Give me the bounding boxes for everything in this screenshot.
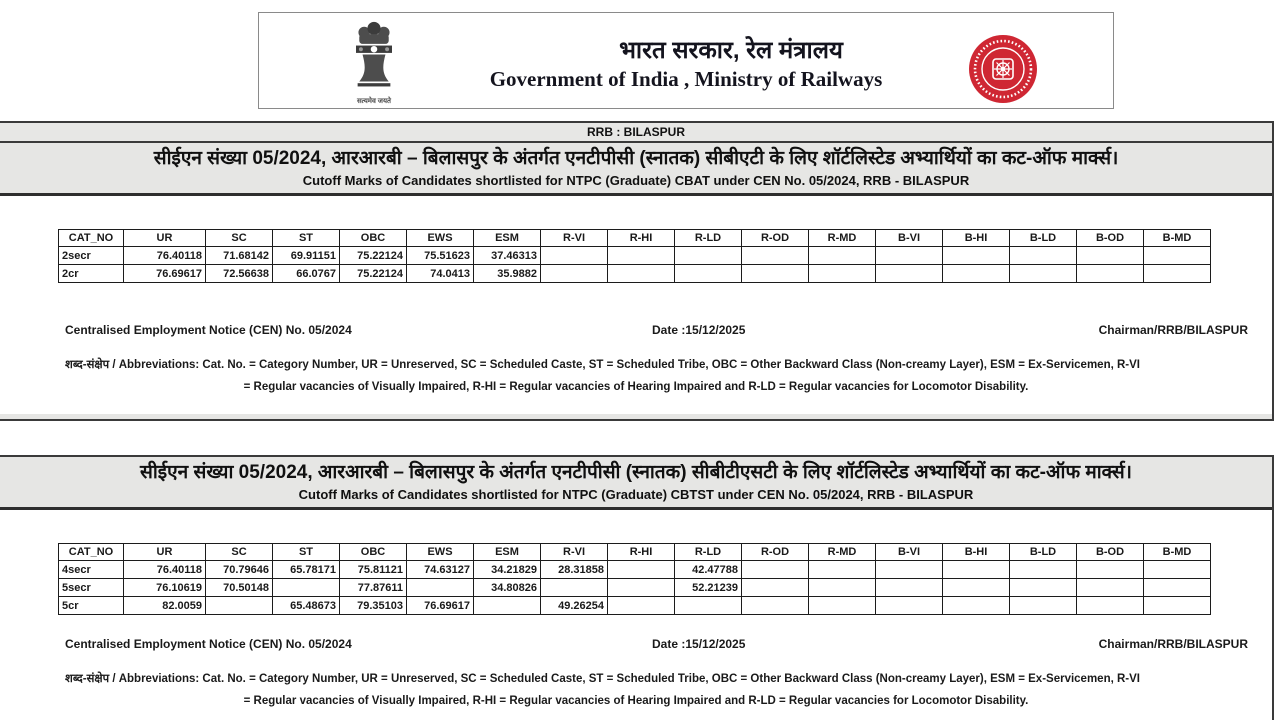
score-cell: 76.40118 xyxy=(124,247,206,265)
score-cell: 65.48673 xyxy=(273,597,340,615)
column-header-obc: OBC xyxy=(340,230,407,247)
column-header-ur: UR xyxy=(124,230,206,247)
score-cell: 70.79646 xyxy=(206,561,273,579)
score-cell: 70.50148 xyxy=(206,579,273,597)
score-cell xyxy=(1144,247,1211,265)
score-cell xyxy=(1077,561,1144,579)
score-cell xyxy=(1077,579,1144,597)
abbreviations-line2: = Regular vacancies of Visually Impaired, R-HI = Regular vacancies of Hearing Impaired and R-LD = Regular vacancies for Locomotor Disability. xyxy=(243,695,1029,707)
score-cell xyxy=(608,247,675,265)
score-cell: 75.81121 xyxy=(340,561,407,579)
column-header-r-vi: R-VI xyxy=(541,544,608,561)
category-cell: 5cr xyxy=(59,597,124,615)
column-header-esm: ESM xyxy=(474,230,541,247)
abbreviations-line2: = Regular vacancies of Visually Impaired, R-HI = Regular vacancies of Hearing Impaired and R-LD = Regular vacancies for Locomotor Disability. xyxy=(243,381,1029,393)
score-cell: 37.46313 xyxy=(474,247,541,265)
section-title-hindi: सीईएन संख्या 05/2024, आरआरबी – बिलासपुर के अंतर्गत एनटीपीसी (स्नातक) सीबीटीएसटी के लिए शॉर्टलिस्टेड अभ्यार्थियों का कट-ऑफ मार्क्स। xyxy=(140,462,1132,483)
column-header-b-md: B-MD xyxy=(1144,230,1211,247)
column-header-r-ld: R-LD xyxy=(675,230,742,247)
score-cell xyxy=(206,597,273,615)
score-cell xyxy=(809,265,876,283)
score-cell: 75.51623 xyxy=(407,247,474,265)
letterhead xyxy=(258,12,1114,109)
category-cell: 2secr xyxy=(59,247,124,265)
category-cell: 4secr xyxy=(59,561,124,579)
score-cell xyxy=(675,247,742,265)
signatory-label: Chairman/RRB/BILASPUR xyxy=(1098,323,1248,337)
cutoff-table-cbtst xyxy=(58,543,1211,615)
score-cell: 35.9882 xyxy=(474,265,541,283)
column-header-b-vi: B-VI xyxy=(876,230,943,247)
score-cell xyxy=(943,579,1010,597)
category-cell: 2cr xyxy=(59,265,124,283)
score-cell: 79.35103 xyxy=(340,597,407,615)
signatory-label: Chairman/RRB/BILASPUR xyxy=(1098,637,1248,651)
table-header-row xyxy=(59,230,1211,247)
score-cell xyxy=(1010,265,1077,283)
score-cell xyxy=(273,579,340,597)
score-cell: 76.40118 xyxy=(124,561,206,579)
score-cell xyxy=(809,247,876,265)
section-title-english: Cutoff Marks of Candidates shortlisted for NTPC (Graduate) CBAT under CEN No. 05/2024, RRB - BILASPUR xyxy=(302,173,970,188)
section-title-hindi: सीईएन संख्या 05/2024, आरआरबी – बिलासपुर के अंतर्गत एनटीपीसी (स्नातक) सीबीएटी के लिए शॉर्टलिस्टेड अभ्यार्थियों का कट-ऑफ मार्क्स। xyxy=(153,148,1119,169)
table-row xyxy=(59,265,1211,283)
indian-railways-logo-icon xyxy=(967,33,1039,105)
score-cell xyxy=(943,265,1010,283)
notice-footer xyxy=(65,637,1248,653)
score-cell xyxy=(608,579,675,597)
emblem-caption: सत्यमेव जयते xyxy=(356,98,392,105)
cutoff-table-cbat xyxy=(58,229,1211,283)
score-cell: 76.10619 xyxy=(124,579,206,597)
score-cell xyxy=(809,579,876,597)
score-cell xyxy=(876,561,943,579)
section-title-english: Cutoff Marks of Candidates shortlisted for NTPC (Graduate) CBTST under CEN No. 05/2024, RRB - BILASPUR xyxy=(298,487,974,502)
column-header-sc: SC xyxy=(206,230,273,247)
ministry-title-english: Government of India , Ministry of Railways xyxy=(489,67,883,91)
column-header-sc: SC xyxy=(206,544,273,561)
score-cell: 75.22124 xyxy=(340,265,407,283)
score-cell xyxy=(1144,265,1211,283)
score-cell xyxy=(742,579,809,597)
section-bottom-band xyxy=(0,414,1272,419)
column-header-r-vi: R-VI xyxy=(541,230,608,247)
column-header-r-od: R-OD xyxy=(742,230,809,247)
score-cell: 69.91151 xyxy=(273,247,340,265)
column-header-r-hi: R-HI xyxy=(608,230,675,247)
score-cell: 65.78171 xyxy=(273,561,340,579)
column-header-r-ld: R-LD xyxy=(675,544,742,561)
abbreviations-line1: शब्द-संक्षेप / Abbreviations: Cat. No. = Category Number, UR = Unreserved, SC = Scheduled Caste, ST = Scheduled Tribe, OBC = Other Backward Class (Non-creamy Layer), ESM = Ex-Servicemen, R-VI xyxy=(65,673,1140,685)
score-cell: 28.31858 xyxy=(541,561,608,579)
score-cell xyxy=(1144,597,1211,615)
table-row xyxy=(59,247,1211,265)
score-cell: 76.69617 xyxy=(124,265,206,283)
score-cell: 49.26254 xyxy=(541,597,608,615)
column-header-b-od: B-OD xyxy=(1077,544,1144,561)
ministry-title-hindi: भारत सरकार, रेल मंत्रालय xyxy=(619,37,843,64)
column-header-r-md: R-MD xyxy=(809,544,876,561)
score-cell xyxy=(876,265,943,283)
score-cell xyxy=(675,597,742,615)
column-header-ews: EWS xyxy=(407,230,474,247)
score-cell xyxy=(541,579,608,597)
table-header-row xyxy=(59,544,1211,561)
score-cell xyxy=(407,579,474,597)
score-cell xyxy=(809,597,876,615)
column-header-esm: ESM xyxy=(474,544,541,561)
score-cell xyxy=(742,265,809,283)
column-header-st: ST xyxy=(273,230,340,247)
column-header-b-hi: B-HI xyxy=(943,230,1010,247)
score-cell xyxy=(541,265,608,283)
section-cbat xyxy=(0,143,1274,421)
score-cell xyxy=(876,597,943,615)
table-row xyxy=(59,579,1211,597)
score-cell xyxy=(1010,247,1077,265)
score-cell xyxy=(1077,265,1144,283)
score-cell: 76.69617 xyxy=(407,597,474,615)
score-cell xyxy=(675,265,742,283)
column-header-b-vi: B-VI xyxy=(876,544,943,561)
column-header-cat_no: CAT_NO xyxy=(59,544,124,561)
section-cbtst xyxy=(0,455,1274,720)
score-cell: 77.87611 xyxy=(340,579,407,597)
score-cell: 82.0059 xyxy=(124,597,206,615)
column-header-b-od: B-OD xyxy=(1077,230,1144,247)
notice-date: Date :15/12/2025 xyxy=(652,637,746,651)
score-cell: 75.22124 xyxy=(340,247,407,265)
score-cell xyxy=(742,597,809,615)
score-cell xyxy=(943,561,1010,579)
notice-date: Date :15/12/2025 xyxy=(652,323,746,337)
score-cell: 34.80826 xyxy=(474,579,541,597)
table-row xyxy=(59,597,1211,615)
category-cell: 5secr xyxy=(59,579,124,597)
column-header-ur: UR xyxy=(124,544,206,561)
abbreviations-line1: शब्द-संक्षेप / Abbreviations: Cat. No. = Category Number, UR = Unreserved, SC = Scheduled Caste, ST = Scheduled Tribe, OBC = Other Backward Class (Non-creamy Layer), ESM = Ex-Servicemen, R-VI xyxy=(65,359,1140,371)
column-header-b-ld: B-LD xyxy=(1010,544,1077,561)
cen-notice-label: Centralised Employment Notice (CEN) No. 05/2024 xyxy=(65,637,352,651)
score-cell xyxy=(809,561,876,579)
column-header-r-hi: R-HI xyxy=(608,544,675,561)
score-cell xyxy=(1144,561,1211,579)
column-header-cat_no: CAT_NO xyxy=(59,230,124,247)
score-cell xyxy=(541,247,608,265)
score-cell xyxy=(608,265,675,283)
score-cell xyxy=(742,561,809,579)
score-cell: 72.56638 xyxy=(206,265,273,283)
cen-notice-label: Centralised Employment Notice (CEN) No. 05/2024 xyxy=(65,323,352,337)
column-header-obc: OBC xyxy=(340,544,407,561)
score-cell: 74.63127 xyxy=(407,561,474,579)
score-cell xyxy=(1077,597,1144,615)
score-cell: 52.21239 xyxy=(675,579,742,597)
section-cbtst-title-bar xyxy=(0,457,1272,510)
score-cell xyxy=(943,597,1010,615)
section-cbat-title-bar xyxy=(0,143,1272,196)
column-header-st: ST xyxy=(273,544,340,561)
score-cell: 42.47788 xyxy=(675,561,742,579)
score-cell xyxy=(1144,579,1211,597)
table-row xyxy=(59,561,1211,579)
score-cell xyxy=(943,247,1010,265)
column-header-b-md: B-MD xyxy=(1144,544,1211,561)
score-cell xyxy=(876,247,943,265)
column-header-ews: EWS xyxy=(407,544,474,561)
score-cell xyxy=(876,579,943,597)
score-cell: 34.21829 xyxy=(474,561,541,579)
score-cell xyxy=(742,247,809,265)
score-cell xyxy=(1077,247,1144,265)
column-header-r-od: R-OD xyxy=(742,544,809,561)
column-header-b-hi: B-HI xyxy=(943,544,1010,561)
score-cell xyxy=(1010,597,1077,615)
score-cell: 71.68142 xyxy=(206,247,273,265)
score-cell: 66.0767 xyxy=(273,265,340,283)
score-cell: 74.0413 xyxy=(407,265,474,283)
column-header-r-md: R-MD xyxy=(809,230,876,247)
column-header-b-ld: B-LD xyxy=(1010,230,1077,247)
score-cell xyxy=(474,597,541,615)
rrb-board-title: RRB : BILASPUR xyxy=(0,121,1274,143)
score-cell xyxy=(1010,561,1077,579)
score-cell xyxy=(608,561,675,579)
score-cell xyxy=(608,597,675,615)
score-cell xyxy=(1010,579,1077,597)
notice-footer xyxy=(65,323,1248,339)
